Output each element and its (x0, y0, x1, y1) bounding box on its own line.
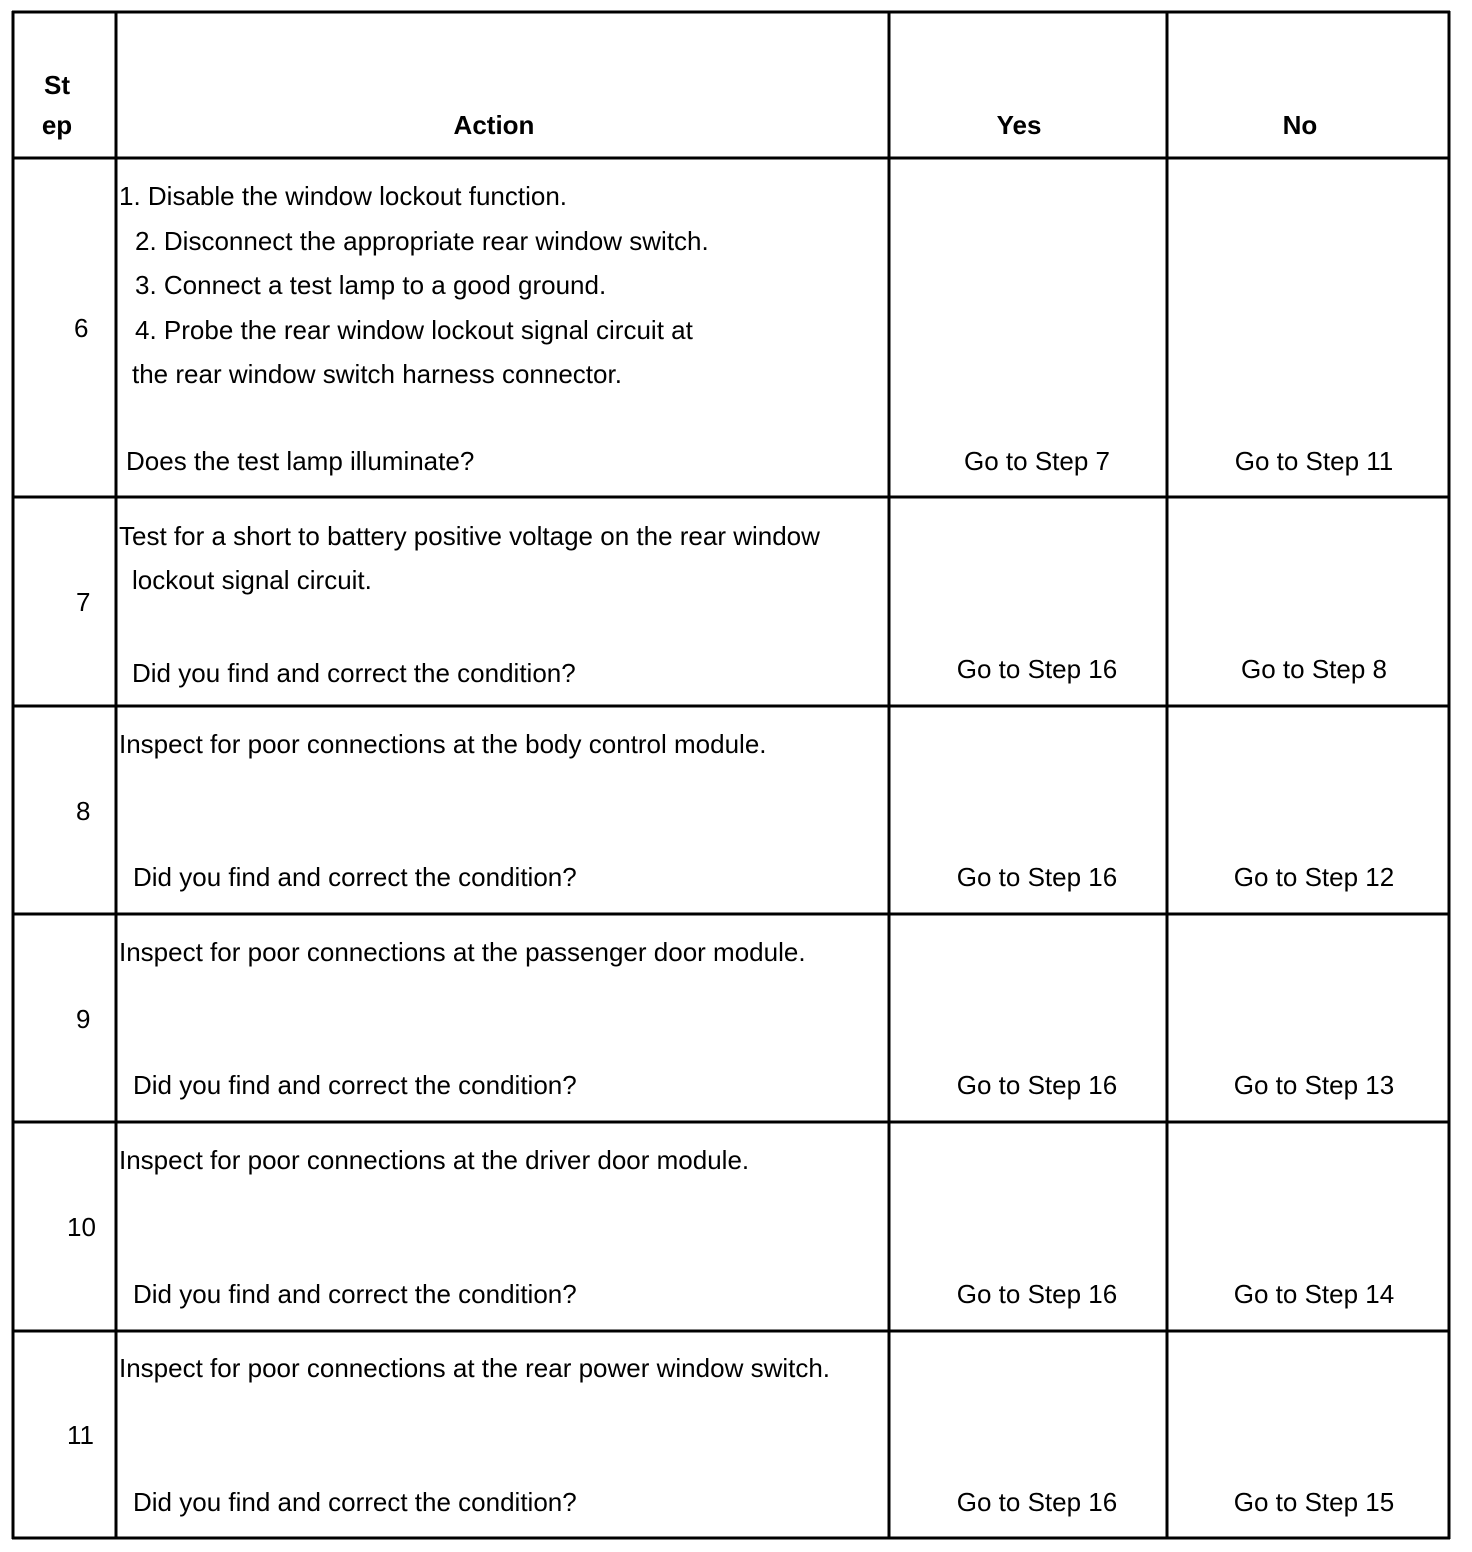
step-number: 7 (76, 587, 91, 617)
no-result: Go to Step 13 (1233, 1070, 1395, 1100)
action-line: Inspect for poor connections at the body control module. (119, 729, 767, 759)
header-step-line1: St (44, 70, 70, 100)
step-number: 8 (76, 796, 91, 826)
no-result: Go to Step 8 (1241, 654, 1387, 684)
action-question: Did you find and correct the condition? (133, 1279, 577, 1309)
no-result: Go to Step 15 (1233, 1487, 1395, 1517)
yes-result: Go to Step 16 (956, 654, 1118, 684)
action-line: Inspect for poor connections at the driver door module. (119, 1145, 750, 1175)
yes-result: Go to Step 16 (956, 1279, 1118, 1309)
header-step-line2: ep (41, 110, 73, 140)
yes-result: Go to Step 16 (956, 862, 1118, 892)
header-yes: Yes (996, 110, 1042, 140)
header-action: Action (453, 110, 535, 140)
yes-result: Go to Step 7 (964, 446, 1110, 476)
action-line: Inspect for poor connections at the rear power window switch. (119, 1353, 831, 1383)
step-number: 10 (67, 1212, 96, 1242)
action-line: 1. Disable the window lockout function. (119, 181, 568, 211)
action-line: 4. Probe the rear window lockout signal circuit at (135, 315, 693, 345)
action-question: Did you find and correct the condition? (133, 1070, 577, 1100)
yes-result: Go to Step 16 (956, 1487, 1118, 1517)
action-question: Did you find and correct the condition? (132, 658, 576, 688)
no-result: Go to Step 14 (1233, 1279, 1395, 1309)
action-question: Did you find and correct the condition? (133, 862, 577, 892)
step-number: 9 (76, 1004, 91, 1034)
action-line: the rear window switch harness connector. (132, 359, 622, 389)
action-question: Does the test lamp illuminate? (126, 446, 475, 476)
no-result: Go to Step 11 (1234, 446, 1394, 476)
header-no: No (1282, 110, 1318, 140)
action-question: Did you find and correct the condition? (133, 1487, 577, 1517)
step-number: 6 (74, 313, 89, 343)
action-line: 3. Connect a test lamp to a good ground. (135, 270, 607, 300)
step-number: 11 (67, 1420, 94, 1450)
action-line: Inspect for poor connections at the passenger door module. (119, 937, 806, 967)
action-line: lockout signal circuit. (132, 565, 372, 595)
action-line: 2. Disconnect the appropriate rear window switch. (135, 226, 709, 256)
yes-result: Go to Step 16 (956, 1070, 1118, 1100)
action-line: Test for a short to battery positive voltage on the rear window (119, 521, 820, 551)
no-result: Go to Step 12 (1233, 862, 1395, 892)
